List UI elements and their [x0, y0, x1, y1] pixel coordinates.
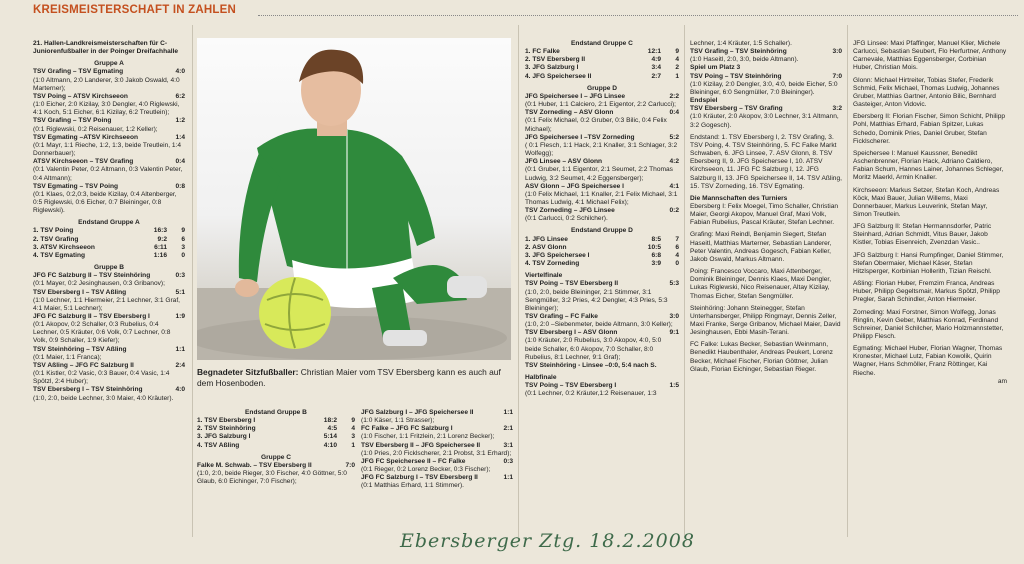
goal-ratio: 3:4 [651, 64, 661, 72]
standings-row [197, 442, 355, 450]
team-name: 2. TSV Steinhöring [197, 425, 256, 433]
match-teams: JFG FC Salzburg II – TSV Steinhöring [33, 272, 151, 280]
match-teams: JFG Salzburg I – JFG Speichersee II [361, 409, 474, 416]
points: 1 [351, 441, 355, 449]
match-row [33, 362, 185, 370]
match-goals: (0:1 Kistler, 0:2 Vasic, 0:3 Bauer, 0:4 Vasic, 1:4 Spötzl, 2:4 Huber); [33, 370, 170, 386]
final-standings: Endstand: 1. TSV Ebersberg I, 2. TSV Grafing, 3. TSV Poing, 4. TSV Steinhöring, 5. FC Falke Markt Schwaben, 6. JFG Linsee, 7. ASV Glonn, 8. TSV Ebersberg II, 9. JFG Speichersee I, 10. ATSV Kirchseeon, 11. JFG FC Salzburg I, 12. JFG Salzburg II, 13. JFG Speichersee II, 14. TSV Aßling, 15. TSV Zorneding, 16. TSV Egmating. [690, 133, 842, 190]
match-goals: (1:0 Kräuter, 2:0 Rubelius, 3:0 Akopov, 4:0, 5:0 beide Schaller, 6:0 Akopov, 7:0 Schaller, 8:0 Rubelius, 8:1 Lechner, 9:1 Graf); [525, 337, 662, 361]
match-score: 0:4 [669, 109, 679, 117]
points: 0 [181, 251, 185, 259]
standings-row [525, 73, 679, 81]
author-tag: am [997, 377, 1007, 385]
standings-row [525, 64, 679, 72]
match-row [33, 272, 185, 280]
match-row [33, 386, 185, 394]
match-score: 7:0 [832, 72, 842, 80]
team-name: 3. ATSV Kirchseeon [33, 243, 95, 251]
match-row [33, 346, 185, 354]
match-row [525, 362, 679, 370]
match-teams: TSV Zorneding – ASV Glonn [525, 109, 614, 117]
match-score: 0:4 [175, 158, 185, 166]
points: 0 [675, 260, 679, 268]
match-goals: (1:0 Pries, 2:0 Ficklscherer, 2:1 Probst, 3:1 Erhard); [361, 449, 512, 457]
match-row [690, 105, 842, 113]
group-b-heading: Gruppe B [93, 264, 125, 272]
results-column-3b [361, 409, 513, 491]
points: 4 [675, 251, 679, 259]
match-teams: TSV Steinhöring – TSV Aßling [33, 345, 127, 353]
caption-text: Christian Maier vom TSV Ebersberg kann es auch auf dem Hosenboden. [197, 367, 501, 388]
match-row [33, 134, 185, 142]
team-falke: FC Falke: Lukas Becker, Sebastian Weinmann, Benedikt Haubenthaler, Andreas Peukert, Lorenz Becker, Michael Fischer, Florian Göttner, Julian Glaub, Florian Eichinger, Sebastian Rieger. [690, 341, 833, 373]
goal-ratio: 9:2 [157, 235, 167, 243]
match-row [361, 458, 513, 466]
match-goals: (1:0 Kizilay, 2:0 Dengler, 3:0, 4:0, beide Eicher, 5:0 Bleininger, 6:0 Sengmüller, 7:0 Bleininger). [690, 80, 838, 96]
match-teams: TSV Grafing – TSV Egmating [33, 68, 124, 76]
goal-ratio: 18:2 [323, 417, 337, 425]
goal-ratio: 2:7 [651, 72, 661, 80]
match-row [361, 425, 513, 433]
points: 2 [675, 64, 679, 72]
match-goals: (1:0, 2:0, beide Bleininger, 2:1 Stimmer, 3:1 Sengmüller, 3:2 Pries, 4:2 Dengler, 4:3 Pries, 5:3 Bleininger); [525, 288, 668, 312]
match-goals: (1:0, 2:0, beide Lechner, 3:0 Maier, 4:0 Kräuter). [33, 394, 174, 402]
match-row [525, 183, 679, 191]
team-kirchseeon: Kirchseeon: Markus Setzer, Stefan Koch, Andreas Köck, Maxi Bauer, Julian Willems, Maxi Donnerbauer, Markus Leuverink, Stefan Mayr, Simon Treutlein. [853, 186, 1000, 218]
match-score: 5:2 [669, 133, 679, 141]
page-headline: KREISMEISTERSCHAFT IN ZAHLEN [33, 4, 237, 16]
team-name: 2. TSV Ebersberg II [525, 56, 586, 64]
team-speichersee-1: Speichersee I: Manuel Kaussner, Benedikt Aschenbrenner, Florian Hack, Adriano Caldiero, Fabian Schum, Hannes Lainer, Johannes Schleger, Moritz Maerkl, Armin Knaller. [853, 149, 1004, 182]
match-teams: TSV Grafing – TSV Poing [33, 117, 112, 125]
team-name: 4. TSV Zorneding [525, 260, 580, 268]
results-column-3 [197, 409, 355, 486]
match-teams: JFG Speichersee I – JFG Linsee [525, 92, 626, 100]
match-score: 2:4 [175, 361, 185, 369]
match-teams: Falke M. Schwab. – TSV Ebersberg II [197, 461, 312, 469]
match-goals: (0:1 Huber, 1:1 Calciero, 2:1 Eigentor, 2:2 Carlucci); [525, 101, 676, 109]
match-score: 4:1 [669, 182, 679, 190]
match-score: 1:4 [175, 133, 185, 141]
goal-ratio: 16:3 [153, 227, 167, 235]
match-score: 5:1 [175, 288, 185, 296]
goal-ratio: 6:8 [651, 251, 661, 259]
handwritten-signature: Ebersberger Ztg. 18.2.2008 [400, 530, 695, 552]
match-goals: (0:1 Gruber, 1:1 Eigentor, 2:1 Seumet, 2:2 Thomas Ludwig, 3:2 Seumet, 4:2 Eggensberger); [525, 166, 673, 182]
standings-row [33, 252, 185, 260]
match-teams: TSV Aßling – JFG FC Salzburg II [33, 361, 134, 369]
match-teams: TSV Ebersberg I – TSV Steinhöring [33, 386, 143, 394]
match-score: 6:2 [175, 92, 185, 100]
final-heading: Endspiel [690, 97, 718, 105]
match-goals: (1:0 Kräuter, 2:0 Akopov, 3:0 Lechner, 3:1 Altmann, 3:2 Gogesch). [690, 113, 839, 129]
standings-row [525, 244, 679, 252]
match-teams: TSV Ebersberg I – TSV Aßling [33, 288, 127, 296]
match-teams: ATSV Kirchseeon – TSV Grafing [33, 158, 134, 166]
match-goals: (0:1 Carlucci, 0:2 Schilcher). [525, 215, 608, 223]
match-score: 0:3 [175, 272, 185, 280]
team-assling: Aßling: Florian Huber, Fremzim Franca, Andreas Huber, Philipp Gegeltsmair, Markus Spötzl, Philipp Pregler, Sarah Schindler, Anton Hiermeier. [853, 280, 1000, 304]
match-score: 1:9 [175, 313, 185, 320]
match-goals: (0:1 Akopov, 0:2 Schaller, 0:3 Rubelius, 0:4 Lechner, 0:5 Kräuter, 0:6 Volk, 0:7 Lechner, 0:8 Volk, 0:9 Schaller, 1:9 Kiefer); [33, 321, 171, 345]
column-divider [518, 25, 519, 537]
semifinal-continuation: Lechner, 1:4 Kräuter, 1:5 Schaller). [690, 40, 792, 47]
goal-ratio: 12:1 [647, 48, 661, 56]
match-goals: (0:1 Rieger, 0:2 Lorenz Becker, 0:3 Fischer); [361, 466, 491, 474]
standings-row [525, 48, 679, 56]
match-teams: TSV Zorneding – JFG Linsee [525, 207, 615, 215]
match-score: 4:2 [669, 158, 679, 166]
points: 4 [351, 425, 355, 433]
goal-ratio: 10:5 [647, 243, 661, 251]
team-name: 3. JFG Salzburg I [197, 433, 251, 441]
team-name: 1. TSV Ebersberg I [197, 417, 256, 425]
team-name: 1. FC Falke [525, 48, 560, 56]
match-goals: (1:0 Felix Michael, 1:1 Knaller, 2:1 Felix Michael, 3:1 Thomas Ludwig, 4:1 Michael Felix); [525, 190, 678, 206]
team-salzburg-1: JFG Salzburg I: Hansi Rumpfinger, Daniel Stimmer, Stefan Obermaier, Michael Käser, Stefan Hitzlsperger, Korbinian Hollerith, Tizian Reischl. [853, 251, 1004, 275]
match-teams: TSV Ebersberg II – JFG Speichersee II [361, 441, 481, 449]
group-d-heading: Gruppe D [586, 84, 618, 92]
match-goals: (1:0, 2:0, beide Rieger, 3:0 Fischer, 4:0 Göttner, 5:0 Glaub, 6:0 Eichinger, 7:0 Fischer); [197, 470, 347, 486]
team-name: 4. JFG Speichersee II [525, 72, 592, 80]
match-teams: TSV Poing – ATSV Kirchseeon [33, 92, 128, 100]
team-name: 2. ASV Glonn [525, 243, 567, 251]
standings-row [197, 417, 355, 425]
match-score: 0:2 [669, 207, 679, 215]
match-goals: (0:1 Felix Michael, 0:2 Gruber, 0:3 Bilic, 0:4 Felix Michael); [525, 117, 667, 133]
player-photo-illustration [197, 38, 511, 360]
match-row [525, 93, 679, 101]
goal-ratio: 4:5 [327, 425, 337, 433]
match-goals: (0:1 Matthias Erhard, 1:1 Stimmer). [361, 482, 464, 490]
teams-heading: Die Mannschaften des Turniers [690, 194, 788, 202]
standings-b-heading: Endstand Gruppe B [245, 409, 307, 416]
match-teams: JFG Speichersee I –TSV Zorneding [525, 133, 635, 141]
team-ebersberg-2: Ebersberg II: Florian Fischer, Simon Schicht, Philipp Pohl, Matthias Erhard, Fabian Spitzer, Lukas Schedo, Dominik Pries, Daniel Gruber, Stefan Ficklscherer. [853, 113, 1006, 145]
standings-row [525, 252, 679, 260]
match-teams: TSV Poing – TSV Ebersberg II [525, 280, 619, 288]
tournament-intro: 21. Hallen-Landkreismeisterschaften für C-Juniorenfußballer in der Poinger Dreifachhalle [33, 40, 179, 56]
match-row [33, 313, 185, 321]
match-row [690, 73, 842, 81]
match-score: 1:1 [503, 474, 513, 482]
match-goals: (0:1 Riglewski, 0:2 Reisenauer, 1:2 Keller); [33, 125, 158, 133]
match-score: 9:1 [669, 329, 679, 337]
match-teams: TSV Steinhöring - Linsee –0:0, 5:4 nach S. [525, 361, 657, 369]
match-goals: (1:0, 2:0 –Siebenmeter, beide Altmann, 3:0 Keller); [525, 321, 673, 329]
standings-row [33, 236, 185, 244]
points: 7 [675, 235, 679, 243]
match-score: 0:8 [175, 182, 185, 190]
column-divider [192, 25, 193, 537]
match-score: 5:3 [669, 280, 679, 288]
points: 4 [675, 56, 679, 64]
match-row [197, 462, 355, 470]
goal-ratio: 5:14 [323, 433, 337, 441]
points: 9 [351, 417, 355, 425]
standings-row [525, 260, 679, 268]
match-goals: (0:1 Klaes, 0:2,0:3, beide Kizilay, 0:4 Altenberger, 0:5 Riglewski, 0:6 Eicher, 0:7 Bleininger, 0:8 Riglewski). [33, 190, 177, 215]
match-score: 7:0 [345, 461, 355, 469]
match-row [33, 183, 185, 191]
match-teams: TSV Ebersberg I – ASV Glonn [525, 329, 618, 337]
match-score: 1:1 [503, 409, 513, 416]
team-name: 4. TSV Egmating [33, 251, 86, 259]
match-row [525, 158, 679, 166]
quarterfinal-heading: Viertelfinale [525, 272, 563, 280]
match-teams: JFG FC Speichersee II – FC Falke [361, 457, 466, 465]
standings-row [197, 433, 355, 441]
match-goals: (1:0 Eicher, 2:0 Kizilay, 3:0 Dengler, 4:0 Riglewski, 4:1 Koch, 5:1 Eicher, 6:1 Kizilay, 6:2 Treutlein); [33, 101, 180, 117]
group-a-heading: Gruppe A [94, 60, 124, 68]
standings-d-heading: Endstand Gruppe D [571, 227, 633, 235]
match-score: 1:1 [175, 345, 185, 353]
team-salzburg-2: JFG Salzburg II: Stefan Hermannsdorfer, Patric Steinhard, Adrian Schmidt, Vitus Bauer, Jakob Kistler, Tobias Eisenreich, Zvenzdan Vasic.. [853, 223, 992, 247]
match-score: 0:3 [503, 457, 513, 465]
team-poing: Poing: Francesco Voccaro, Maxi Attenberger, Dominik Bleininger, Dennis Klaes, Maxi Dengler, Lukas Riglewski, Nico Reisenauer, Altay Kizilay, Thomas Eicher, Stefan Sengmüller. [690, 268, 832, 300]
match-row [525, 134, 679, 142]
third-place-heading: Spiel um Platz 3 [690, 64, 741, 72]
team-name: 2. TSV Grafing [33, 235, 79, 243]
match-score: 3:0 [669, 313, 679, 320]
points: 9 [181, 227, 185, 235]
match-teams: ASV Glonn – JFG Speichersee I [525, 182, 624, 190]
match-teams: TSV Ebersberg – TSV Grafing [690, 105, 783, 113]
match-goals: (0:1 Mayr, 1:1 Rieche, 1:2, 1:3, beide Treutlein, 1:4 Donnerbauer); [33, 141, 182, 158]
points: 9 [675, 48, 679, 56]
match-teams: JFG FC Salzburg II – TSV Ebersberg I [33, 313, 150, 320]
goal-ratio: 4:10 [323, 441, 337, 449]
standings-c-heading: Endstand Gruppe C [571, 40, 633, 47]
team-name: 3. JFG Salzburg I [525, 64, 579, 72]
standings-row [525, 236, 679, 244]
match-row [525, 313, 679, 321]
match-score: 2:1 [503, 425, 513, 433]
semifinal-heading: Halbfinale [525, 374, 557, 382]
team-ebersberg-1: Ebersberg I: Felix Moegel, Timo Schaller, Christian Maier, Georgi Akopov, Manuel Graf, Maxi Volk, Fabian Rubelius, Pascal Kräuter, Stefan Lechner. [690, 202, 839, 227]
team-linsee: JFG Linsee: Maxi Pfaffinger, Manuel Klier, Michele Carlucci, Sebastian Seubert, Flo Herfurtner, Anthony Carnevale, Matthias Eggensberger, Corbinian Huber, Christian Mois. [853, 40, 1007, 72]
group-c-heading: Gruppe C [260, 453, 292, 461]
match-score: 4:0 [175, 68, 185, 76]
results-column-5 [690, 40, 842, 374]
match-goals: (1:0 Lechner, 1:1 Hiermeier, 2:1 Lechner, 3:1 Graf, 4:1 Maier, 5:1 Lechner); [33, 296, 180, 312]
match-score: 1:2 [175, 117, 185, 125]
standings-row [197, 425, 355, 433]
match-goals: ( 0:1 Flesch, 1:1 Hack, 2:1 Knaller, 3:1 Schlager, 3:2 Wolfegg); [525, 141, 678, 158]
goal-ratio: 4:9 [651, 56, 661, 64]
match-row [525, 382, 679, 390]
match-teams: FC Falke – JFG FC Salzburg I [361, 425, 453, 433]
match-score: 2:2 [669, 92, 679, 100]
match-teams: JFG Linsee – ASV Glonn [525, 158, 603, 166]
match-row [690, 48, 842, 56]
match-row [33, 93, 185, 101]
team-glonn: Glonn: Michael Hirtreiter, Tobias Stefer, Frederik Schmid, Felix Michael, Thomas Ludwig, Johannes Gruber, Matthias Gartner, Antonio Bilic, Bernhard Gasteiger, Anton Vidovic. [853, 76, 1000, 109]
match-score: 1:5 [669, 382, 679, 390]
standings-row [525, 56, 679, 64]
team-grafing: Grafing: Maxi Reindl, Benjamin Siegert, Stefan Haseitl, Matthias Marterner, Sebastian Landerer, Peter Valentin, Andreas Gogesch, Fabian Keller, Jakob Oswald, Markus Altmann. [690, 231, 832, 263]
match-goals: (1:0 Fischer, 1:1 Fritzlein, 2:1 Lorenz Becker); [361, 433, 495, 441]
match-row [361, 474, 513, 482]
match-teams: TSV Poing – TSV Ebersberg I [525, 382, 617, 390]
points: 3 [181, 243, 185, 251]
goal-ratio: 8:5 [651, 235, 661, 243]
match-goals: (0:1 Maier, 1:1 Franca); [33, 353, 102, 361]
match-score: 3:1 [503, 441, 513, 449]
goal-ratio: 3:9 [651, 260, 661, 268]
match-goals: (1:0 Altmann, 2:0 Landerer, 3:0 Jakob Oswald, 4:0 Marterner); [33, 76, 180, 92]
match-row [33, 289, 185, 297]
headline-rule [258, 15, 1018, 16]
standings-a-heading: Endstand Gruppe A [78, 219, 140, 227]
match-row [525, 329, 679, 337]
photo-caption [197, 367, 515, 388]
team-name: 1. JFG Linsee [525, 235, 568, 243]
match-score: 4:0 [175, 386, 185, 394]
goal-ratio: 1:16 [153, 251, 167, 259]
team-name: 1. TSV Poing [33, 227, 74, 235]
match-row [525, 207, 679, 215]
match-row [525, 280, 679, 288]
match-teams: JFG FC Salzburg I – TSV Ebersberg II [361, 474, 478, 482]
match-row [33, 158, 185, 166]
caption-lead: Begnadeter Sitzfußballer: [197, 367, 299, 377]
match-goals: (0:1 Lechner, 0:2 Kräuter,1:2 Reisenauer, 1:3 [525, 390, 657, 398]
match-goals: (0:1 Valentin Peter, 0:2 Altmann, 0:3 Valentin Peter, 0:4 Altmann); [33, 166, 183, 182]
points: 6 [181, 235, 185, 243]
match-goals: (0:1 Mayer, 0:2 Jesinghausen, 0:3 Gribanov); [33, 280, 165, 288]
standings-row [33, 227, 185, 235]
team-steinhoering: Steinhöring: Johann Steinegger, Stefan Unterhansberger, Philipp Ringmayr, Dennis Zeller, Maxi Franke, Serge Gribanov, Michael Maier, David Jesinghausen, Ebbi Masih-Terani. [690, 304, 841, 337]
column-divider [684, 25, 685, 537]
match-teams: TSV Poing – TSV Steinhöring [690, 72, 782, 80]
match-teams: TSV Egmating – TSV Poing [33, 182, 118, 190]
points: 1 [675, 72, 679, 80]
results-column-1 [33, 40, 185, 403]
match-teams: TSV Egmating –ATSV Kirchseeon [33, 133, 139, 141]
points: 3 [351, 433, 355, 441]
points: 6 [675, 243, 679, 251]
photo-sitting-footballer [197, 38, 511, 360]
results-column-4 [525, 40, 679, 399]
standings-row [33, 244, 185, 252]
match-row [361, 409, 513, 417]
results-column-6 [853, 40, 1007, 386]
goal-ratio: 6:11 [154, 243, 167, 251]
match-row [33, 117, 185, 125]
column-divider [847, 25, 848, 537]
team-zorneding: Zorneding: Maxi Forstner, Simon Wolfegg, Jonas Ringlin, Kevin Geber, Matthias Konrad, Ferdinand Schreiner, Daniel Schilcher, Mario Holzmannstetter, Philipp Flesch. [853, 308, 1004, 340]
match-row [361, 442, 513, 450]
match-teams: TSV Grafing – FC Falke [525, 313, 598, 320]
match-score: 3:0 [832, 48, 842, 56]
match-row [33, 68, 185, 76]
match-goals: (1:0 Haseitl, 2:0, 3:0, beide Altmann). [690, 56, 799, 64]
team-name: 3. JFG Speichersee I [525, 251, 590, 259]
match-teams: TSV Grafing – TSV Steinhöring [690, 48, 787, 56]
match-goals: (1:0 Käser, 1:1 Strasser); [361, 417, 435, 425]
match-row [525, 109, 679, 117]
team-egmating: Egmating: Michael Huber, Florian Wagner, Thomas Kronester, Michael Lutz, Fabian Kowolik, Quirin Wagner, Hans Schmöller, Franz Röttinger, Kai Rieche. [853, 345, 1003, 377]
match-score: 3:2 [832, 105, 842, 113]
team-name: 4. TSV Aßling [197, 441, 240, 449]
